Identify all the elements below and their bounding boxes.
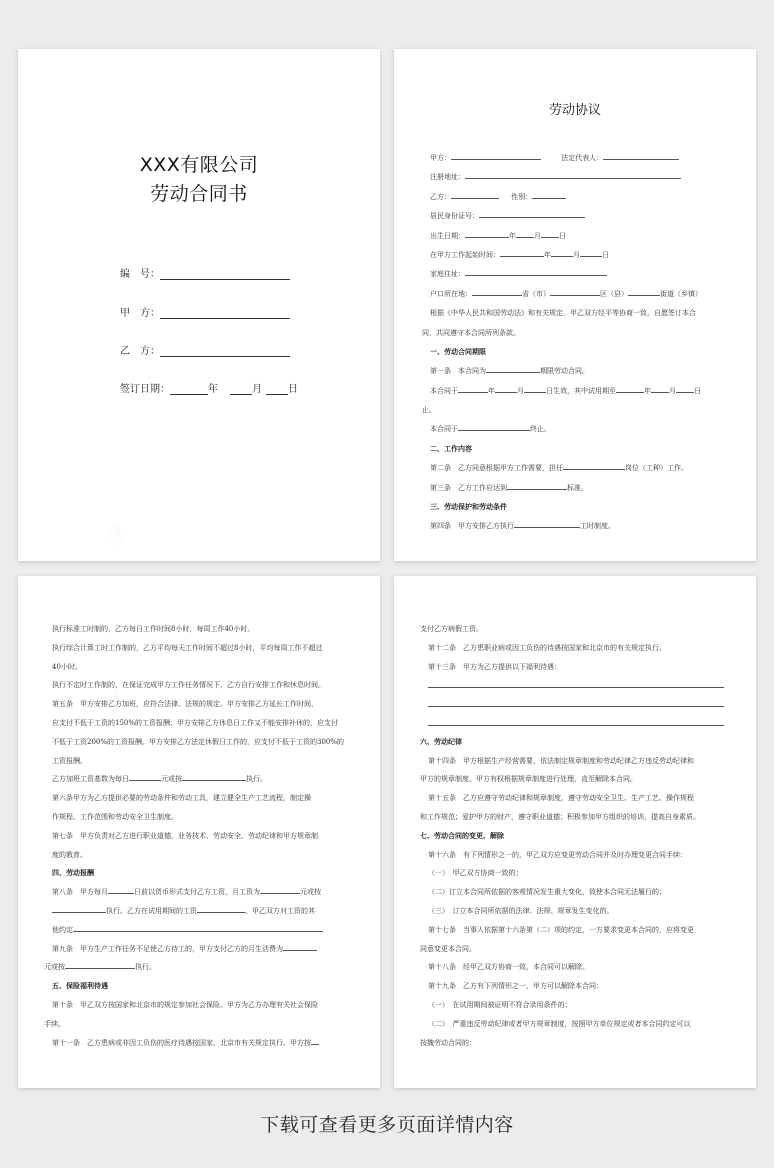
text-line: 甲方的规章制度，甲方有权根据规章制度进行处理，直至解除本合同。 <box>420 775 637 784</box>
article-3-suffix: 标准。 <box>567 483 588 492</box>
gender-field <box>532 191 566 199</box>
home-address-line <box>430 265 726 284</box>
agreement-page-1 <box>394 49 756 561</box>
day-unit: 日 <box>602 250 609 259</box>
birth-label: 出生日期： <box>430 231 465 240</box>
party-b-label: 乙方： <box>430 192 451 201</box>
overtime-amount-field <box>129 773 161 781</box>
text-line: 按魏劳动合同的： <box>420 1038 476 1047</box>
salary-standard-field <box>52 905 106 913</box>
article-3-text: 第三条 乙方工作应达到 <box>430 483 507 492</box>
number-field <box>160 268 290 280</box>
text-line: 执行不定时工作制的，在保证完成甲方工作任务情况下，乙方自行安排工作和休息时间。 <box>52 681 325 690</box>
article-8-line <box>52 883 350 902</box>
blank-line <box>428 676 724 688</box>
party-a-field <box>160 307 290 319</box>
position-field <box>563 462 625 470</box>
birth-month-field <box>516 230 534 238</box>
day-field <box>266 383 288 395</box>
month-label: 月 <box>252 384 262 395</box>
contract-mid-text: 日生效，其中试用期至 <box>546 386 616 395</box>
article-9-text: 第九条 甲方生产工作任务不足使乙方待工的，甲方支付乙方的月生活费为 <box>52 944 283 953</box>
contract-term-suffix: 终止。 <box>530 425 551 434</box>
day-unit: 日 <box>559 231 566 240</box>
section-5-heading: 五、保险福利待遇 <box>52 982 108 991</box>
article-1-line <box>430 362 726 381</box>
pay-day-field <box>108 886 134 894</box>
living-allowance-field <box>283 943 317 951</box>
text-line: 第十六条 有下列情形之一的，甲乙双方应变更劳动合同并及时办理变更合同手续： <box>428 850 687 859</box>
article-8-text: 第八条 甲方每月 <box>52 888 108 897</box>
text-line: 第十四条 甲方根据生产经营需要，依法制定规章制度和劳动纪律乙方违反劳动纪律和 <box>428 756 694 765</box>
sign-date-row <box>120 380 298 395</box>
text-line: 工资报酬。 <box>52 756 87 765</box>
month-field <box>230 383 252 395</box>
term-end-field <box>458 423 530 431</box>
term-type-field <box>486 365 540 373</box>
party-a-line <box>430 149 726 168</box>
text-line: （二） 严重违反劳动纪律或者甲方规章制度，按照甲方单位规定或者本合同约定可以 <box>428 1019 691 1028</box>
reg-address-line <box>430 168 726 187</box>
text-line: 应支付不低于工资的150%的工资报酬；甲方安排乙方休息日工作又不能安排补休的，应支付 <box>52 718 339 727</box>
province-field <box>472 288 522 296</box>
number-row <box>120 265 290 280</box>
party-b-field <box>160 345 290 357</box>
text-line: 第十二条 乙方患职业病或因工负伤的待遇按国家和北京市的有关规定执行。 <box>428 643 666 652</box>
section-6-heading: 六、劳动纪律 <box>420 737 462 746</box>
other-agreement-label: 他约定 <box>52 925 73 934</box>
overtime-base-line <box>52 770 350 789</box>
blank-line <box>428 714 724 726</box>
text-line: 第七条 甲方负责对乙方进行职业道德、业务技术、劳动安全、劳动纪律和甲方规章制 <box>52 831 318 840</box>
contract-title: 劳动合同书 <box>150 183 248 205</box>
text-line: 度的教育。 <box>52 850 87 859</box>
trial-salary-text: 执行。乙方在试用期间的工资 <box>106 906 197 915</box>
text-line: 执行标准工时制的，乙方每日工作时间8小时，每周工作40小时。 <box>52 625 255 633</box>
party-b-line <box>430 188 726 207</box>
street-unit: 街道（乡镇） <box>660 289 702 298</box>
article-1-suffix: 期限劳动合同。 <box>540 367 589 376</box>
trial-month-field <box>651 385 669 393</box>
text-line: 不低于工资200%的工资报酬。甲方安排乙方法定休假日工作的，应支付不低于工资的300%的 <box>52 737 345 746</box>
article-2-text: 第二条 乙方同意根据甲方工作需要，担任 <box>430 464 563 473</box>
trial-year-field <box>616 385 644 393</box>
start-month-field <box>551 249 573 257</box>
company-title: XXX有限公司 <box>139 154 259 176</box>
district-field <box>550 288 600 296</box>
gender-label: 性别： <box>511 192 533 201</box>
text-line: 同意变更本合同。 <box>420 944 476 953</box>
start-work-label: 在甲方工作起始时间： <box>430 250 500 259</box>
text-line: （三） 订立本合同所依据的法律、法规、规章发生变化的。 <box>428 906 614 915</box>
party-a-row <box>120 304 290 319</box>
text-line: 手续。 <box>44 1019 65 1028</box>
id-label: 居民身份证号： <box>430 212 479 221</box>
party-a-label: 甲 方： <box>120 308 160 319</box>
street-field <box>628 288 660 296</box>
sign-date-label: 签订日期： <box>120 384 170 395</box>
welfare-field-3 <box>428 714 726 733</box>
month-unit: 月 <box>669 386 676 395</box>
province-unit: 省（市） <box>522 289 550 298</box>
article-1-text: 第一条 本合同为 <box>430 367 486 376</box>
home-address-label: 家庭住址： <box>430 270 465 279</box>
text-line: 第十五条 乙方应遵守劳动纪律和规章制度，遵守劳动安全卫生、生产工艺、操作规程 <box>428 794 694 803</box>
article-11-field <box>311 1037 319 1045</box>
hukou-line <box>430 285 726 304</box>
watermark <box>101 516 134 551</box>
hukou-label: 户口所在地： <box>430 289 472 298</box>
party-a-label: 甲方： <box>430 154 451 162</box>
from-day-field <box>524 385 546 393</box>
year-unit: 年 <box>544 250 551 259</box>
text-line: 第十九条 乙方有下列情形之一，甲方可以解除本合同： <box>428 982 603 991</box>
trial-day-field <box>676 385 694 393</box>
party-b-field <box>451 191 499 199</box>
birth-line <box>430 227 726 246</box>
text-line: 40小时。 <box>52 662 82 671</box>
contract-from-label: 本合同于 <box>430 386 458 395</box>
article-2-suffix: 岗位（工种）工作。 <box>625 464 688 473</box>
article-8-or: 元或按 <box>300 888 321 897</box>
cover-page <box>18 49 380 561</box>
home-address-field <box>465 268 607 276</box>
reg-address-label: 注册地址： <box>430 173 465 182</box>
overtime-base-text: 乙方加班工资基数为每日 <box>52 775 129 784</box>
blank-line <box>428 695 724 707</box>
number-label: 编 号： <box>120 269 160 280</box>
salary-field <box>260 886 300 894</box>
contract-from-line <box>430 382 726 401</box>
text-line: 执行综合计算工时工作制的，乙方平均每天工作时间不超过8小时，平均每周工作不超过 <box>52 643 323 652</box>
section-3-heading: 三、劳动保护和劳动条件 <box>430 503 507 512</box>
month-unit: 月 <box>534 231 541 240</box>
text-line: 第六条甲方为乙方提供必要的劳动条件和劳动工具，建立健全生产工艺流程，制定操 <box>52 794 311 803</box>
article-3-line <box>430 479 726 498</box>
text-line: （一） 在试用期间被证明不符合录用条件的； <box>428 1000 572 1009</box>
welfare-field-2 <box>428 695 726 714</box>
year-unit: 年 <box>488 386 495 395</box>
text-line: （二）订立本合同所依据的客观情况发生重大变化，致使本合同无法履行的； <box>428 888 666 897</box>
contract-term-label: 本合同于 <box>430 425 458 434</box>
agreement-body <box>422 149 726 537</box>
text-line: 第十七条 当事人依据第十六条第（二）项的约定，一方要求变更本合同的，应将变更 <box>428 925 694 934</box>
month-unit: 月 <box>573 250 580 259</box>
other-salary-text: 。甲乙双方对工资的其 <box>245 906 315 915</box>
start-day-field <box>580 249 602 257</box>
contract-term-line <box>430 420 726 439</box>
birth-year-field <box>465 230 509 238</box>
text-line: 第五条 甲方安排乙方加班，应符合法律、法规的规定。甲方安排乙方延长工作时间， <box>52 700 318 709</box>
intro-line-2: 同，共同遵守本合同所列条款。 <box>422 328 520 337</box>
legal-rep-field <box>603 152 679 160</box>
year-field <box>170 383 208 395</box>
page-3-body <box>44 620 350 1052</box>
agreement-page-3 <box>394 576 756 1088</box>
article-8-mid: 日前以货币形式支付乙方工资，月工资为 <box>134 888 260 897</box>
other-agreement-field <box>73 924 323 932</box>
start-work-line <box>430 246 726 265</box>
intro-line-1: 根据《中华人民共和国劳动法》和有关规定，甲乙双方经平等协商一致，自愿签订本合 <box>430 309 696 318</box>
birth-day-field <box>541 230 559 238</box>
more-pages-caption: 下载可查看更多页面详情内容 <box>260 1114 514 1136</box>
section-1-heading: 一、劳动合同期限 <box>430 347 486 356</box>
other-agreement-line <box>52 921 350 940</box>
article-2-line <box>430 459 726 478</box>
month-unit: 月 <box>517 386 524 395</box>
party-a-field <box>451 152 541 160</box>
article-11-line <box>52 1034 350 1053</box>
article-11-text: 第十一条 乙方患病或非因工负伤的医疗待遇按国家、北京市有关规定执行。甲方按 <box>52 1038 311 1047</box>
section-4-heading: 四、劳动报酬 <box>52 869 94 878</box>
allowance-standard-field <box>65 961 135 969</box>
text-line: 支付乙方病假工资。 <box>420 625 483 633</box>
text-line: 第十条 甲乙双方按国家和北京市的规定参加社会保险。甲方为乙方办理有关社会保险 <box>52 1000 318 1009</box>
section-2-heading: 二、工作内容 <box>430 444 472 453</box>
contract-end-line: 止。 <box>422 406 436 415</box>
id-line <box>430 207 726 226</box>
text-line: 作规程、工作范围和劳动安全卫生制度。 <box>52 812 178 821</box>
overtime-suffix: 执行。 <box>246 775 267 784</box>
agreement-title: 劳动协议 <box>548 103 601 118</box>
agreement-page-2 <box>18 576 380 1088</box>
from-month-field <box>495 385 517 393</box>
text-line: 第十八条 经甲乙双方协商一致，本合同可以解除。 <box>428 963 589 972</box>
start-year-field <box>500 249 544 257</box>
article-9-or: 元或按 <box>44 963 65 972</box>
work-hours-field <box>514 520 580 528</box>
trial-salary-line <box>52 902 350 921</box>
year-unit: 年 <box>644 386 651 395</box>
year-unit: 年 <box>509 231 516 240</box>
trial-salary-field <box>197 905 245 913</box>
legal-rep-label: 法定代表人： <box>561 154 604 162</box>
text-line: （一） 甲乙双方协商一致的； <box>428 869 523 878</box>
from-year-field <box>458 385 488 393</box>
article-4-suffix: 工时制度。 <box>580 522 615 531</box>
page-4-body <box>420 620 726 1052</box>
district-unit: 区（县） <box>600 289 628 298</box>
party-b-row <box>120 342 290 357</box>
year-label: 年 <box>208 384 218 395</box>
standard-field <box>507 482 567 490</box>
article-9-suffix: 执行。 <box>135 963 156 972</box>
text-line: 第十三条 甲方为乙方提供以下福利待遇： <box>428 662 561 671</box>
overtime-standard-field <box>182 773 246 781</box>
article-4-line <box>430 517 726 536</box>
overtime-or-text: 元或按 <box>161 775 182 784</box>
id-field <box>479 210 585 218</box>
article-9-cont-line <box>44 958 350 977</box>
text-line: 和工作规范；爱护甲方的财产，遵守职业道德；积极参加甲方组织的培训，提高自身素质。 <box>420 812 700 821</box>
article-9-line <box>52 940 350 959</box>
section-7-heading: 七、劳动合同的变更、解除 <box>420 831 504 840</box>
day-unit: 日 <box>694 386 701 395</box>
reg-address-field <box>465 171 681 179</box>
party-b-label: 乙 方： <box>120 346 160 357</box>
article-4-text: 第四条 甲方安排乙方执行 <box>430 522 514 531</box>
welfare-field-1 <box>428 676 726 695</box>
day-label: 日 <box>288 384 298 395</box>
